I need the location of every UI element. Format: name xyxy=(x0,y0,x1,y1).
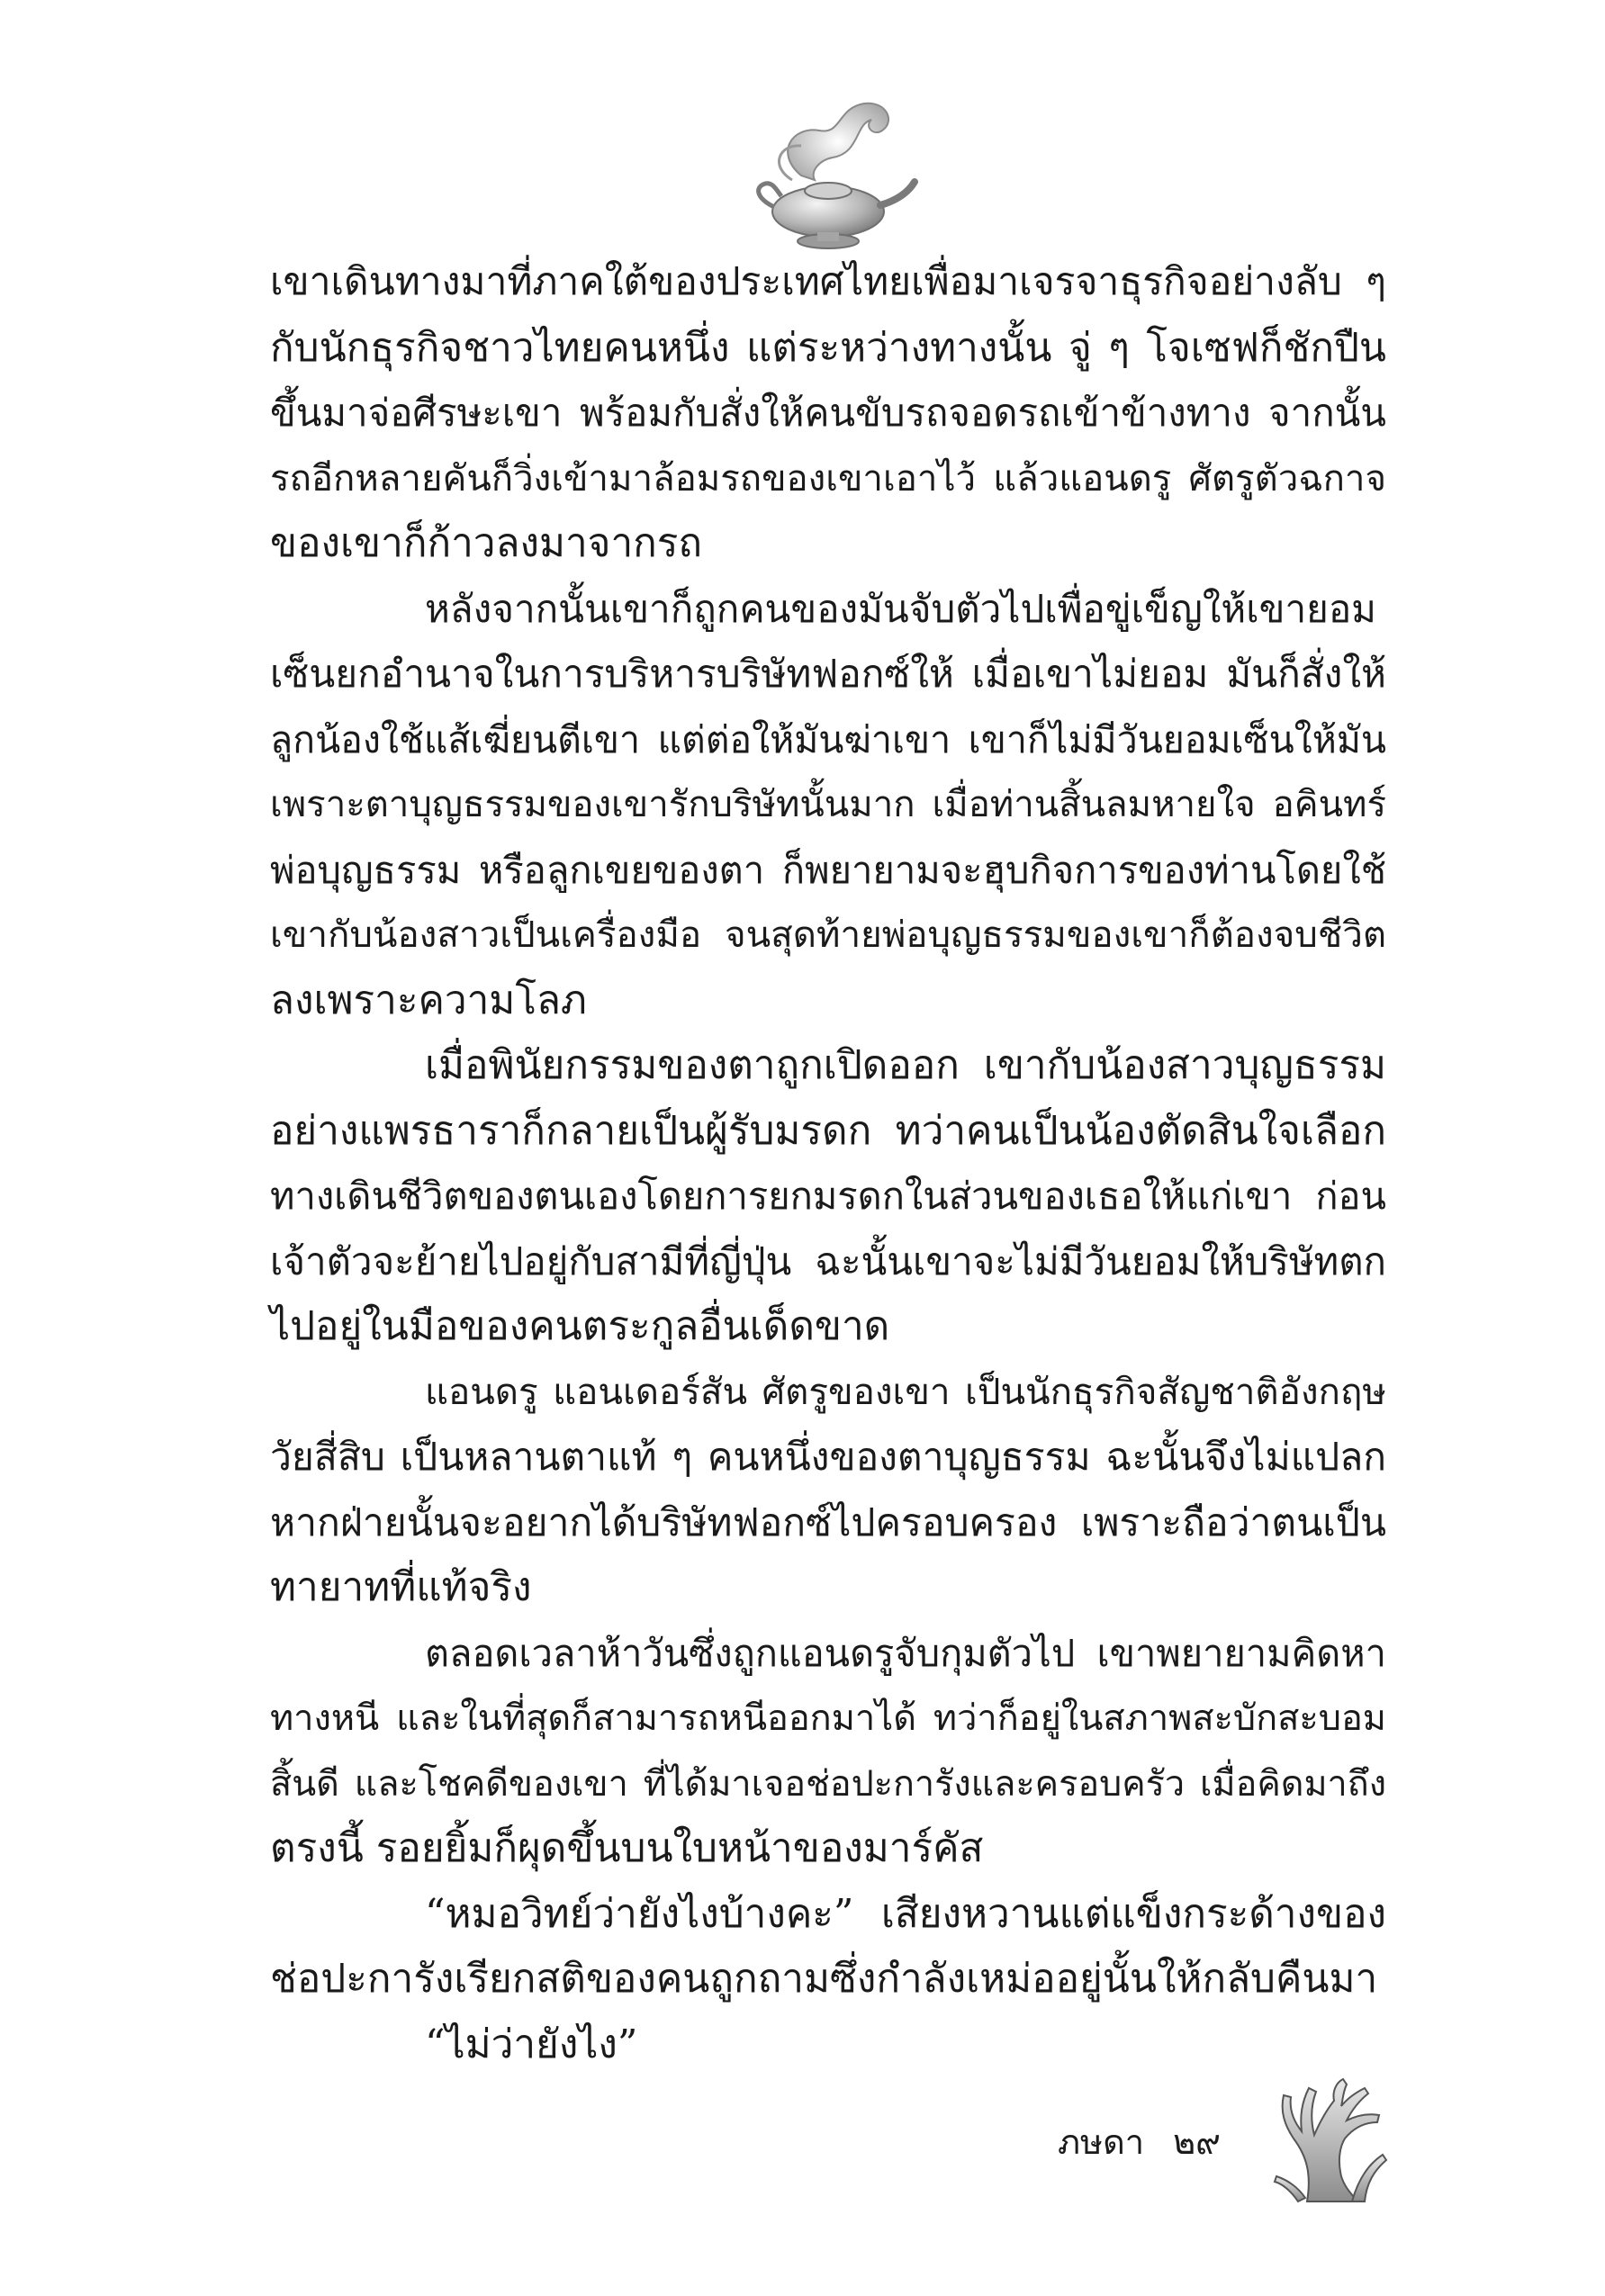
text-line: ทายาทที่แท้จริง xyxy=(270,1564,532,1610)
text-line: เขาเดินทางมาที่ภาคใต้ของประเทศไทยเพื่อมาเจรจาธุรกิจอย่างลับ ๆ xyxy=(270,260,1386,304)
text-line: “หมอวิทย์ว่ายังไงบ้างคะ” เสียงหวานแต่แข็งกระด้างของ xyxy=(425,1890,1386,1937)
page-footer xyxy=(1058,2115,1256,2169)
text-line: ลงเพราะความโลภ xyxy=(270,977,587,1023)
text-line: เมื่อพินัยกรรมของตาถูกเปิดออก เขากับน้องสาวบุญธรรม xyxy=(425,1042,1386,1088)
text-line: กับนักธุรกิจชาวไทยคนหนึ่ง แต่ระหว่างทางนั้น จู่ ๆ โจเซฟก็ชักปืน xyxy=(270,324,1386,371)
text-line: อย่างแพรธาราก็กลายเป็นผู้รับมรดก ทว่าคนเป็นน้องตัดสินใจเลือก xyxy=(270,1107,1386,1154)
text-line: “ไม่ว่ายังไง” xyxy=(425,2021,638,2067)
text-line: ทางหนี และในที่สุดก็สามารถหนีออกมาได้ ทว่าก็อยู่ในสภาพสะบักสะบอม xyxy=(270,1697,1386,1739)
text-line: ไปอยู่ในมือของคนตระกูลอื่นเด็ดขาด xyxy=(270,1303,890,1349)
text-line: ตรงนี้ รอยยิ้มก็ผุดขึ้นบนใบหน้าของมาร์คัส xyxy=(270,1825,984,1871)
text-line: หากฝ่ายนั้นจะอยากได้บริษัทฟอกซ์ไปครอบครอง เพราะถือว่าตนเป็น xyxy=(270,1499,1386,1545)
text-line: รถอีกหลายคันก็วิ่งเข้ามาล้อมรถของเขาเอาไว้ แล้วแอนดรู ศัตรูตัวฉกาจ xyxy=(270,457,1386,500)
text-line: ตลอดเวลาห้าวันซึ่งถูกแอนดรูจับกุมตัวไป เขาพยายามคิดหา xyxy=(425,1630,1386,1675)
text-line: แอนดรู แอนเดอร์สัน ศัตรูของเขา เป็นนักธุรกิจสัญชาติอังกฤษ xyxy=(425,1370,1386,1413)
text-line: ของเขาก็ก้าวลงมาจากรถ xyxy=(270,520,703,566)
text-line: เซ็นยกอำนาจในการบริหารบริษัทฟอกซ์ให้ เมื่อเขาไม่ยอม มันก็สั่งให้ xyxy=(270,652,1386,696)
text-line: สิ้นดี และโชคดีของเขา ที่ได้มาเจอช่อปะการังและครอบครัว เมื่อคิดมาถึง xyxy=(270,1762,1386,1805)
text-line: วัยสี่สิบ เป็นหลานตาแท้ ๆ คนหนึ่งของตาบุญธรรม ฉะนั้นจึงไม่แปลก xyxy=(270,1435,1386,1480)
text-line: หลังจากนั้นเขาก็ถูกคนของมันจับตัวไปเพื่อขู่เข็ญให้เขายอม xyxy=(425,586,1376,631)
coral-icon xyxy=(1271,2075,1397,2210)
text-line: เขากับน้องสาวเป็นเครื่องมือ จนสุดท้ายพ่อบุญธรรมของเขาก็ต้องจบชีวิต xyxy=(270,914,1386,956)
text-line: ทางเดินชีวิตของตนเองโดยการยกมรดกในส่วนของเธอให้แก่เขา ก่อน xyxy=(270,1174,1386,1218)
text-line: ขึ้นมาจ่อศีรษะเขา พร้อมกับสั่งให้คนขับรถจอดรถเข้าข้างทาง จากนั้น xyxy=(270,391,1386,435)
book-title: ภษดา xyxy=(1058,2122,1145,2162)
text-line: ลูกน้องใช้แส้เฆี่ยนตีเขา แต่ต่อให้มันฆ่าเขา เขาก็ไม่มีวันยอมเซ็นให้มัน xyxy=(270,717,1386,761)
body-text xyxy=(270,250,1386,2077)
page-number: ๒๙ xyxy=(1173,2122,1222,2162)
text-line: พ่อบุญธรรม หรือลูกเขยของตา ก็พยายามจะฮุบกิจการของท่านโดยใช้ xyxy=(270,847,1386,892)
magic-lamp-icon xyxy=(738,90,918,261)
text-line: เจ้าตัวจะย้ายไปอยู่กับสามีที่ญี่ปุ่น ฉะนั้นเขาจะไม่มีวันยอมให้บริษัทตก xyxy=(270,1238,1386,1283)
text-line: เพราะตาบุญธรรมของเขารักบริษัทนั้นมาก เมื่อท่านสิ้นลมหายใจ อคินทร์ xyxy=(270,784,1386,825)
text-line: ช่อปะการังเรียกสติของคนถูกถามซึ่งกำลังเหม่ออยู่นั้นให้กลับคืนมา xyxy=(270,1956,1378,2002)
